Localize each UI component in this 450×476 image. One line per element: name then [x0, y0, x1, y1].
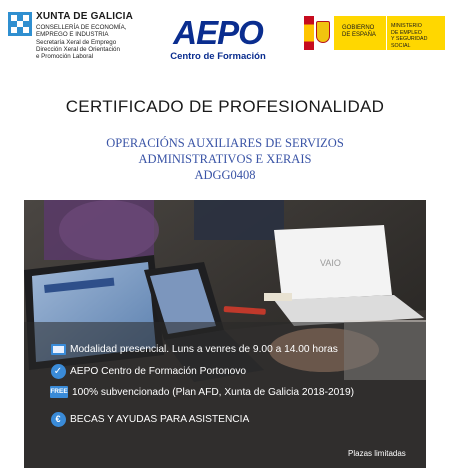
gobierno-line: DE ESPAÑA [342, 32, 376, 38]
svg-text:VAIO: VAIO [320, 258, 341, 268]
gobierno-label [334, 16, 386, 50]
ministerio-line: MINISTERIO [391, 23, 422, 29]
euro-symbol: € [51, 412, 66, 427]
xunta-line: CONSELLERÍA DE ECONOMÍA, [36, 24, 127, 31]
xunta-line: Dirección Xeral de Orientación [36, 46, 120, 53]
info-row-grants [50, 411, 249, 427]
course-title [0, 135, 450, 183]
xunta-line: e Promoción Laboral [36, 53, 94, 60]
euro-icon [50, 411, 66, 427]
aepo-wordmark: AEPO [173, 14, 263, 51]
xunta-line: EMPREGO E INDUSTRIA [36, 31, 109, 38]
monitor-icon [50, 341, 66, 357]
info-row-funding [50, 386, 354, 398]
info-text: BECAS Y AYUDAS PARA ASISTENCIA [70, 413, 250, 425]
coat-of-arms-icon [316, 21, 330, 43]
info-row-modality [50, 341, 338, 357]
page-title: CERTIFICADO DE PROFESIONALIDAD [65, 97, 385, 116]
xunta-title: XUNTA DE GALICIA [36, 11, 134, 22]
info-text: 100% subvencionado (Plan AFD, Xunta de Galicia 2018-2019) [72, 386, 355, 398]
free-badge-icon: FREE [50, 386, 68, 398]
check-circle-icon: ✓ [50, 363, 66, 379]
spain-flag-icon [304, 16, 314, 50]
limited-places-note: Plazas limitadas [348, 449, 406, 458]
info-row-center [50, 363, 246, 379]
course-name-line-1: OPERACIÓNS AUXILIARES DE SERVIZOS [106, 136, 344, 150]
info-text: AEPO Centro de Formación Portonovo [70, 365, 247, 377]
ministerio-line: DE EMPLEO [391, 29, 422, 36]
xunta-emblem-icon [8, 12, 32, 36]
ministerio-line: Y SEGURIDAD SOCIAL [391, 36, 428, 49]
ministerio-label [387, 16, 445, 50]
course-name-line-2: ADMINISTRATIVOS E XERAIS [138, 152, 312, 166]
gobierno-line: GOBIERNO [342, 25, 375, 31]
gobierno-logo [304, 16, 444, 50]
xunta-logo [8, 10, 158, 68]
aepo-logo [166, 16, 270, 64]
aepo-subtitle: Centro de Formación [170, 51, 266, 62]
xunta-line: Secretaría Xeral de Emprego [36, 39, 117, 46]
info-text: Modalidad presencial. Luns a venres de 9.00 a 14.00 horas [70, 343, 338, 355]
course-code: ADGG0408 [194, 168, 256, 182]
